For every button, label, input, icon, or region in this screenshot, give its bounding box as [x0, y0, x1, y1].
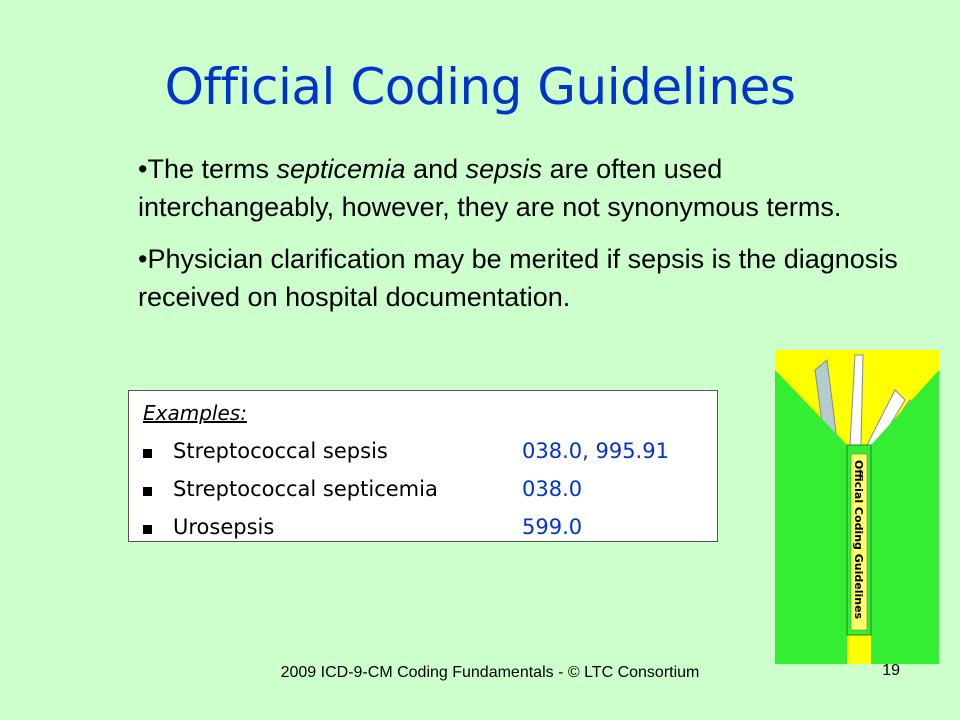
- bullet-square-icon: [143, 525, 152, 534]
- term-septicemia: septicemia: [276, 154, 406, 184]
- example-name: Urosepsis: [173, 515, 275, 539]
- bullet-text-prefix: •The terms: [138, 154, 277, 184]
- page-number: 19: [882, 662, 900, 679]
- example-code: 038.0, 995.91: [522, 439, 669, 463]
- bullet-text-suffix: are often used interchangeably, however, they are not synonymous terms.: [138, 154, 842, 222]
- slide-footer: 2009 ICD-9-CM Coding Fundamentals - © LTC Consortium: [280, 664, 700, 681]
- example-row: [143, 477, 713, 507]
- examples-heading: Examples:: [143, 401, 247, 425]
- term-sepsis: sepsis: [465, 154, 543, 184]
- bullet-square-icon: [143, 487, 152, 496]
- example-row: [143, 515, 713, 545]
- bullet-item-clarification: •Physician clarification may be merited if sepsis is the diagnosis received on hospital documentation.: [138, 244, 898, 312]
- bullet-item-terms: [138, 150, 898, 226]
- example-row: [143, 439, 713, 469]
- bullet-list: [138, 150, 898, 330]
- slide-title: Official Coding Guidelines: [164, 58, 796, 116]
- book-icon: [775, 350, 939, 664]
- example-code: 599.0: [522, 515, 583, 539]
- guidelines-book-image: [775, 350, 939, 664]
- examples-box: [128, 390, 718, 542]
- example-name: Streptococcal septicemia: [173, 477, 438, 501]
- bullet-square-icon: [143, 449, 152, 458]
- bullet-text-mid: and: [405, 154, 466, 184]
- book-spine-text: Official Coding Guidelines: [852, 460, 865, 620]
- example-code: 038.0: [522, 477, 583, 501]
- example-name: Streptococcal sepsis: [173, 439, 388, 463]
